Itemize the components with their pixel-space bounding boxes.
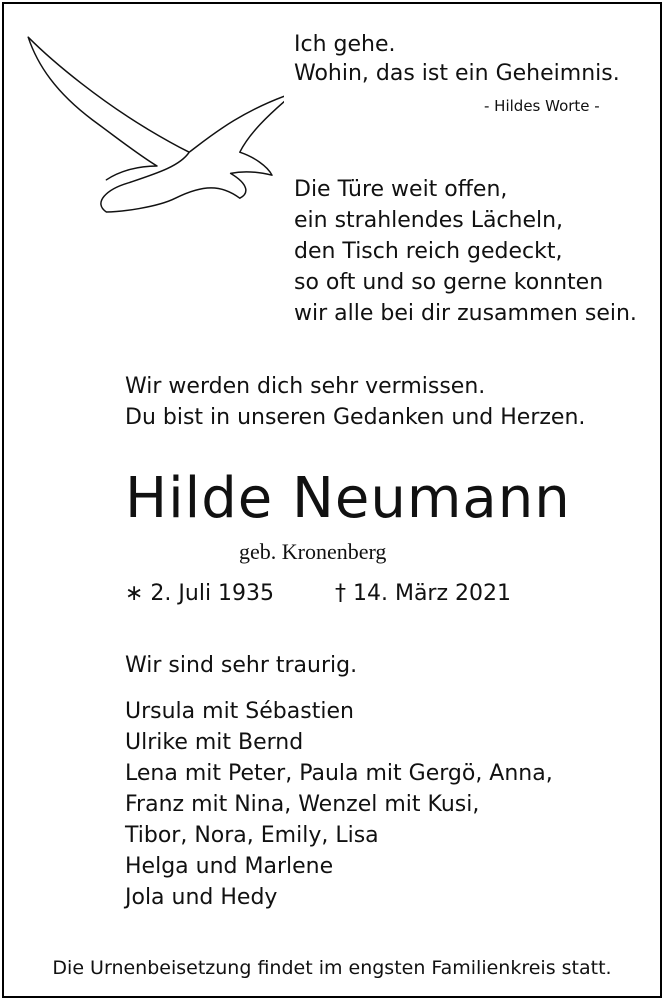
life-dates — [125, 581, 511, 606]
obituary-card — [2, 2, 662, 998]
family-line: Helga und Marlene — [125, 854, 334, 879]
family-line: Tibor, Nora, Emily, Lisa — [125, 823, 379, 848]
birth-date: ∗ 2. Juli 1935 — [125, 581, 275, 606]
intro-line: Du bist in unseren Gedanken und Herzen. — [125, 405, 586, 430]
poem-main-line: so oft und so gerne konnten — [294, 270, 604, 295]
family-line: Ulrike mit Bernd — [125, 730, 304, 755]
intro-text — [125, 371, 585, 433]
family-line: Franz mit Nina, Wenzel mit Kusi, — [125, 792, 480, 817]
intro-line: Wir werden dich sehr vermissen. — [125, 374, 486, 399]
poem-attribution: - Hildes Worte - — [484, 97, 600, 115]
footer-note: Die Urnenbeisetzung findet im engsten Familienkreis statt. — [52, 957, 612, 979]
deceased-name: Hilde Neumann — [125, 466, 571, 531]
death-date: † 14. März 2021 — [335, 581, 512, 606]
poem-main-line: den Tisch reich gedeckt, — [294, 239, 563, 264]
seagull-icon — [24, 28, 284, 238]
maiden-name: geb. Kronenberg — [239, 539, 387, 564]
poem-top-line: Wohin, das ist ein Geheimnis. — [294, 61, 620, 86]
family-list — [125, 696, 553, 913]
poem-main-line: ein strahlendes Lächeln, — [294, 208, 564, 233]
poem-top — [294, 30, 620, 88]
family-line: Ursula mit Sébastien — [125, 699, 354, 724]
poem-main-line: Die Türe weit offen, — [294, 177, 508, 202]
poem-top-line: Ich gehe. — [294, 32, 396, 57]
mourning-statement: Wir sind sehr traurig. — [125, 653, 358, 678]
family-line: Lena mit Peter, Paula mit Gergö, Anna, — [125, 761, 553, 786]
family-line: Jola und Hedy — [125, 885, 278, 910]
poem-main — [294, 174, 637, 329]
poem-main-line: wir alle bei dir zusammen sein. — [294, 301, 637, 326]
